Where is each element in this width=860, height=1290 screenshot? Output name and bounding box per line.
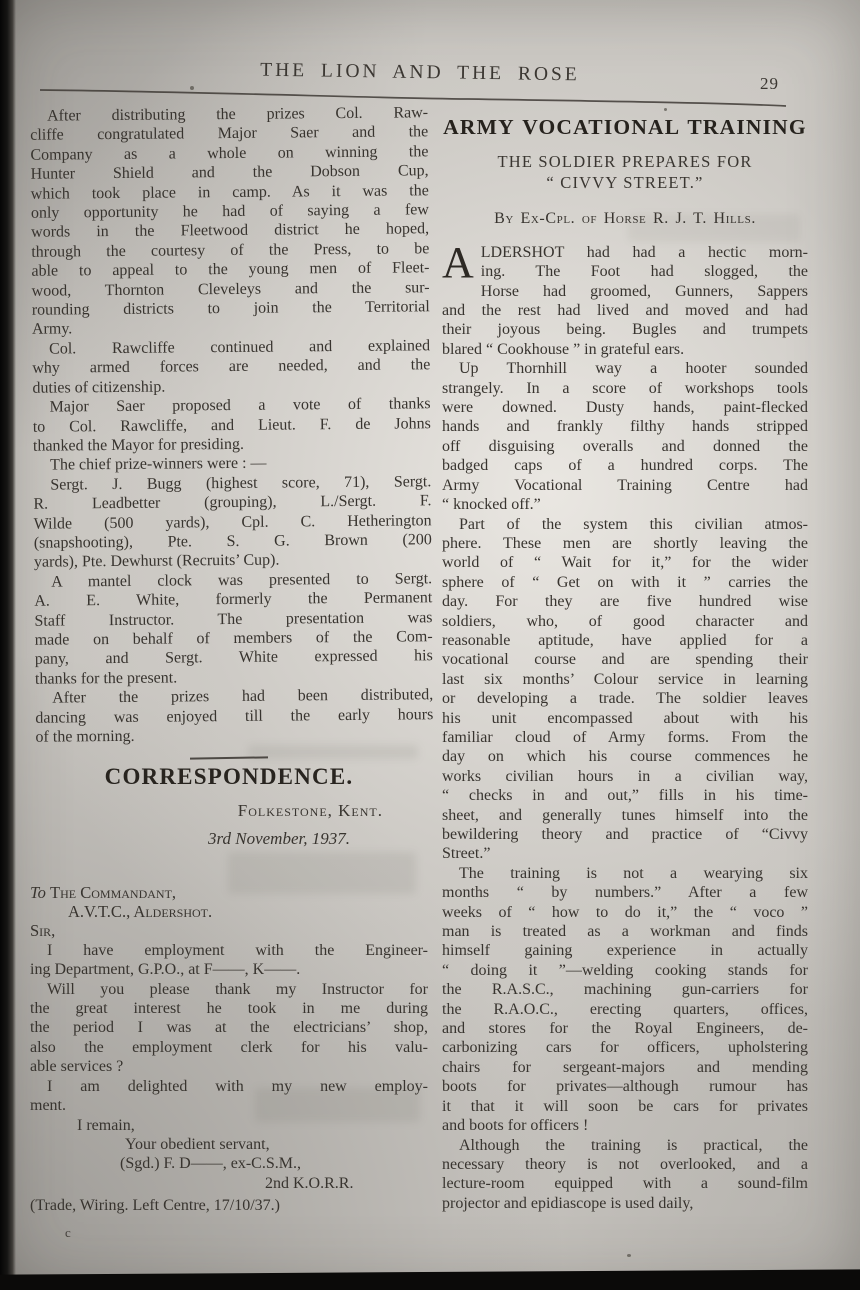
text-line: I have employment with the Engineer- <box>47 941 428 959</box>
text-line: and stores for the Royal Engineers, de- <box>442 1020 808 1038</box>
paragraph <box>34 569 433 689</box>
subtitle-line: “ CIVVY STREET.” <box>546 173 704 193</box>
text-line: blared “ Cookhouse ” in grateful ears. <box>442 340 685 358</box>
text-line: or developing a trade. The soldier leaves <box>442 690 808 708</box>
text-line: sphere of “ Get on with it ” carries the <box>442 573 808 591</box>
text-line: able services ? <box>30 1058 124 1076</box>
text-line: Part of the system this civilian atmos- <box>459 515 808 533</box>
article-subtitle <box>442 151 808 193</box>
text-line: sheet, and generally tunes himself into the <box>442 806 808 824</box>
article-byline: By Ex-Cpl. of Horse R. J. T. Hills. <box>494 210 756 228</box>
text-line: Up Thornhill way a hooter sounded <box>459 360 808 378</box>
paragraph <box>30 980 428 1077</box>
text-line: R. Leadbetter (grouping), L./Sergt. F. <box>33 492 432 513</box>
signature-mark: c <box>65 1224 71 1240</box>
scan-edge-bottom <box>0 1269 860 1290</box>
text-line: Horse had groomed, Gunners, Sappers <box>480 282 808 300</box>
text-line: A. E. White, formerly the Permanent <box>34 589 433 610</box>
text-line: Wilde (500 yards), Cpl. C. Hetherington <box>33 511 432 533</box>
text-line: his unit encompassed about with his <box>442 709 808 727</box>
text-line: dancing was enjoyed till the early hours <box>35 705 434 727</box>
letter-place: Folkestone, Kent. <box>237 800 383 820</box>
text-line: The training is not a wearying six <box>459 864 808 882</box>
paragraph <box>30 1077 428 1116</box>
text-line: phere. These men are shortly leaving the <box>442 534 808 552</box>
paragraph <box>442 1136 808 1214</box>
correspondence-heading: CORRESPONDENCE. <box>104 764 354 790</box>
text-line: Street.” <box>442 845 491 863</box>
text-line: LDERSHOT had had a hectic morn- <box>480 243 808 261</box>
text-line: reasonable aptitude, have applied for a <box>442 631 808 649</box>
text-line: Hunter Shield and the Dobson Cup, <box>30 162 429 183</box>
paragraph <box>32 336 430 398</box>
letter-date: 3rd November, 1937. <box>208 829 350 849</box>
paragraph <box>442 515 808 864</box>
text-line: only opportunity he had of saying a few <box>30 201 429 222</box>
news-article <box>30 103 434 747</box>
text-line: wood, Thornton Cleveleys and the sur- <box>31 278 430 300</box>
text-line: chairs for sergeant-majors and mending <box>442 1058 808 1076</box>
text-line: (snapshooting), Pte. S. G. Brown (200 <box>33 531 432 552</box>
letter-address-line1 <box>30 883 428 902</box>
text-line: thanked the Mayor for presiding. <box>32 435 245 455</box>
text-line: boots for privates—although rumour has <box>442 1078 808 1096</box>
letter-salutation: Sir, <box>30 921 56 941</box>
paragraph <box>33 472 432 573</box>
text-line: The chief prize-winners were : — <box>50 454 267 474</box>
text-line: “ checks in and out,” fills in his time- <box>442 787 808 805</box>
letter-body <box>30 941 428 1116</box>
text-line: months “ by numbers.” After a few <box>442 884 808 902</box>
text-line: “ knocked off.” <box>442 496 541 514</box>
ink-speck <box>190 86 194 90</box>
text-line: able to appeal to the young men of Fleet- <box>31 259 430 280</box>
text-line: and the rest had lived and moved and had <box>442 302 808 320</box>
text-line: and boots for officers ! <box>442 1117 589 1135</box>
letter-postscript: (Trade, Wiring. Left Centre, 17/10/37.) <box>30 1197 280 1215</box>
text-line: bewildering theory and practice of “Civvy <box>442 826 808 843</box>
text-line: Will you please thank my Instructor for <box>47 980 428 998</box>
text-line: carbonizing cars for officers, upholstering <box>442 1039 808 1057</box>
text-line: yards), Pte. Dewhurst (Recruits’ Cup). <box>33 551 280 572</box>
text-line: thanks for the present. <box>34 669 178 688</box>
page-number: 29 <box>760 74 779 93</box>
left-column <box>30 104 434 1242</box>
text-line: the great interest he took in me during <box>30 1000 428 1018</box>
text-line: Col. Rawcliffe continued and explained <box>49 337 431 358</box>
text-line: to Col. Rawcliffe, and Lieut. F. de Johns <box>32 414 431 436</box>
letter-address-line2: A.V.T.C., Aldershot. <box>68 902 213 922</box>
ink-speck <box>664 108 667 111</box>
paragraph <box>35 685 433 747</box>
text-line: vocational course and are spending their <box>442 651 808 669</box>
text-line: pany, and Sergt. White expressed his <box>34 647 433 669</box>
text-line: the R.A.O.C., erecting quarters, offices, <box>442 1000 808 1018</box>
text-line: made on behalf of members of the Com- <box>34 628 433 649</box>
text-line: duties of citizenship. <box>32 378 166 397</box>
text-line: soldiers, who, of good character and <box>442 612 808 630</box>
text-line: rounding districts to join the Territorial <box>31 298 430 319</box>
text-line: words in the Fleetwood district he hoped, <box>31 220 430 242</box>
letter-signature: (Sgd.) F. D——, ex-C.S.M., <box>120 1155 301 1173</box>
text-line: Army Vocational Training Centre had <box>442 476 808 494</box>
text-line: badged caps of a hundred corps. The <box>442 457 808 475</box>
text-line: through the courtesy of the Press, to be <box>31 240 430 261</box>
drop-cap: A <box>442 237 474 287</box>
text-line: lecture-room equipped with a sound-film <box>442 1175 808 1193</box>
article-title: ARMY VOCATIONAL TRAINING <box>443 115 807 139</box>
paragraph <box>442 237 808 359</box>
text-line: A mantel clock was presented to Sergt. <box>51 569 433 591</box>
text-line: projector and epidiascope is used daily, <box>442 1194 694 1212</box>
text-line: Staff Instructor. The presentation was <box>34 608 433 630</box>
text-line: day on which his course commences he <box>442 748 808 766</box>
text-line: of the morning. <box>35 727 135 746</box>
text-line: “ doing it ”—welding cooking stands for <box>442 961 808 979</box>
paragraph <box>30 941 428 980</box>
text-line: cliffe congratulated Major Saer and the <box>30 123 429 145</box>
text-line: ing. The Foot had slogged, the <box>480 263 808 281</box>
text-line: Army. <box>31 320 73 339</box>
text-line: Major Saer proposed a vote of thanks <box>49 395 431 416</box>
text-line: After the prizes had been distributed, <box>52 686 434 707</box>
letter-closing-line: I remain, <box>77 1116 135 1134</box>
text-line: I am delighted with my new employ- <box>47 1077 428 1095</box>
right-column <box>442 115 808 1213</box>
binding-shadow-left <box>0 0 16 1290</box>
text-line: himself gaining experience in actually <box>442 942 808 960</box>
text-line: day. For they are five hundred wise <box>442 593 808 611</box>
text-line: ing Department, G.P.O., at F——, K——. <box>30 961 301 979</box>
letter-to-prefix: To <box>30 882 51 902</box>
text-line: the R.A.S.C., machining gun-carriers for <box>442 981 808 999</box>
text-line: strangely. In a score of workshops tools <box>442 379 808 397</box>
article-body <box>442 237 808 1213</box>
text-line: their joyous being. Bugles and trumpets <box>442 321 808 339</box>
subtitle-line: THE SOLDIER PREPARES FOR <box>497 152 753 172</box>
text-line: last six months’ Colour service in learning <box>442 670 808 688</box>
text-line: were downed. Dusty hands, paint-flecked <box>442 399 808 417</box>
text-line: which took place in camp. As it was the <box>30 181 429 203</box>
text-line: familiar cloud of Army forms. From the <box>442 728 808 746</box>
text-line: off disguising overalls and donned the <box>442 437 808 455</box>
text-line: the period I was at the electricians’ shop, <box>30 1019 428 1037</box>
text-line: it that it will soon be cars for privates <box>442 1097 808 1115</box>
text-line: necessary theory is not overlooked, and a <box>442 1155 808 1173</box>
text-line: man is treated as a workman and finds <box>442 923 808 941</box>
section-divider <box>190 757 268 760</box>
text-line: Sergt. J. Bugg (highest score, 71), Sergt. <box>50 472 432 494</box>
text-line: why armed forces are needed, and the <box>32 356 431 378</box>
ink-speck <box>627 1254 631 1257</box>
text-line: Although the training is practical, the <box>459 1136 808 1154</box>
text-line: also the employment clerk for his valu- <box>30 1038 428 1056</box>
letter-closing-line: Your obedient servant, <box>125 1135 270 1153</box>
paragraph <box>30 103 430 339</box>
text-line: ment. <box>30 1097 66 1115</box>
text-line: world of “ Wait for it,” for the wider <box>442 554 808 572</box>
text-line: works civilian hours in a civilian way, <box>442 767 808 785</box>
text-line: hands and frankly filthy hands stripped <box>442 418 808 436</box>
paragraph <box>442 864 808 1136</box>
paragraph <box>442 359 808 514</box>
letter-to-name: The Commandant, <box>50 882 177 902</box>
paragraph <box>33 394 431 456</box>
page-title: THE LION AND THE ROSE <box>260 59 580 86</box>
text-line: Company as a whole on winning the <box>30 143 429 164</box>
text-line: After distributing the prizes Col. Raw- <box>47 104 429 125</box>
letter-signature-regiment: 2nd K.O.R.R. <box>265 1174 354 1192</box>
text-line: weeks of “ how to do it,” the “ voco ” <box>442 903 808 921</box>
